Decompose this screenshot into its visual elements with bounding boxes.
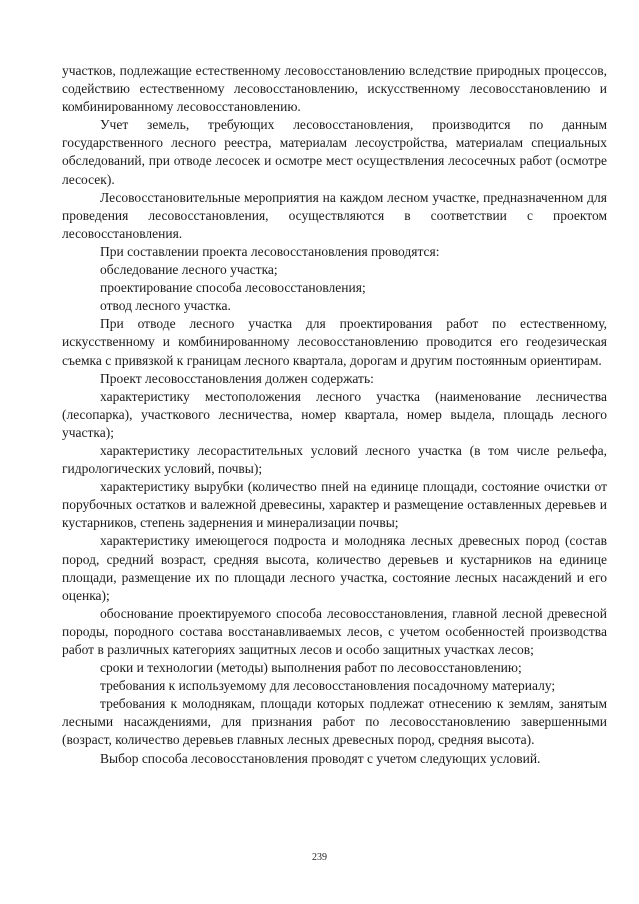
- list-item-allotment: отвод лесного участка.: [100, 298, 231, 314]
- list-item-timing: сроки и технологии (методы) выполнения работ по лесовосстановлению;: [100, 660, 522, 676]
- paragraph-project-contents: Проект лесовосстановления должен содержать:: [100, 370, 374, 386]
- list-item-undergrowth: характеристику имеющегося подроста и молодняка лесных древесных пород (состав пород, средний возраст, средняя высота, количество деревьев и кустарников на единице площади, размещение их по площади лесного участка, состояние лесных насаждений и его оценка);: [62, 533, 607, 603]
- paragraph-method-selection: Выбор способа лесовосстановления проводят с учетом следующих условий.: [100, 750, 541, 766]
- paragraph-continuation: участков, подлежащие естественному лесовосстановлению вследствие природных процессов, содействию естественному лесовосстановлению, искусственному лесовосстановлению и комбинированному лесовосстановлению.: [62, 63, 607, 115]
- body-text: [62, 62, 607, 768]
- list-item-location: характеристику местоположения лесного участка (наименование лесничества (лесопарка), участкового лесничества, номер квартала, номер выдела, площадь лесного участка);: [62, 388, 607, 440]
- paragraph-land-accounting: Учет земель, требующих лесовосстановления, производится по данным государственного лесного реестра, материалам лесоустройства, материалам специальных обследований, при отводе лесосек и осмотре мест осуществления лесосечных работ (осмотре лесосек).: [62, 117, 607, 187]
- list-item-clearing: характеристику вырубки (количество пней на единице площади, состояние очистки от порубочных остатков и валежной древесины, характер и размещение оставленных деревьев и кустарников, степень задернения и минерализации почвы;: [62, 479, 607, 531]
- paragraph-reforestation-measures: Лесовосстановительные мероприятия на каждом лесном участке, предназначенном для проведения лесовосстановления, осуществляются в соответствии с проектом лесовосстановления.: [62, 189, 607, 241]
- list-item-method-justification: обоснование проектируемого способа лесовосстановления, главной лесной древесной породы, породного состава восстанавливаемых лесов, с учетом особенностей производства работ в различных категориях защитных лесов и особо защитных участках лесов;: [62, 605, 607, 657]
- list-item-survey: обследование лесного участка;: [100, 262, 278, 278]
- list-item-design: проектирование способа лесовосстановления;: [100, 280, 366, 296]
- list-item-young-stands: требования к молоднякам, площади которых подлежат отнесению к землям, занятым лесными насаждениями, для признания работ по лесовосстановлению завершенными (возраст, количество деревьев главных лесных древесных пород, средняя высота).: [62, 696, 607, 748]
- list-item-growing-conditions: характеристику лесорастительных условий лесного участка (в том числе рельефа, гидрологических условий, почвы);: [62, 442, 607, 477]
- page-number: 239: [312, 852, 327, 863]
- paragraph-geodetic-survey: При отводе лесного участка для проектирования работ по естественному, искусственному и комбинированному лесовосстановлению проводится его геодезическая съемка с привязкой к границам лесного квартала, дорогам и другим постоянным ориентирам.: [62, 316, 607, 368]
- paragraph-project-intro: При составлении проекта лесовосстановления проводятся:: [100, 243, 440, 259]
- list-item-planting-material: требования к используемому для лесовосстановления посадочному материалу;: [100, 678, 556, 694]
